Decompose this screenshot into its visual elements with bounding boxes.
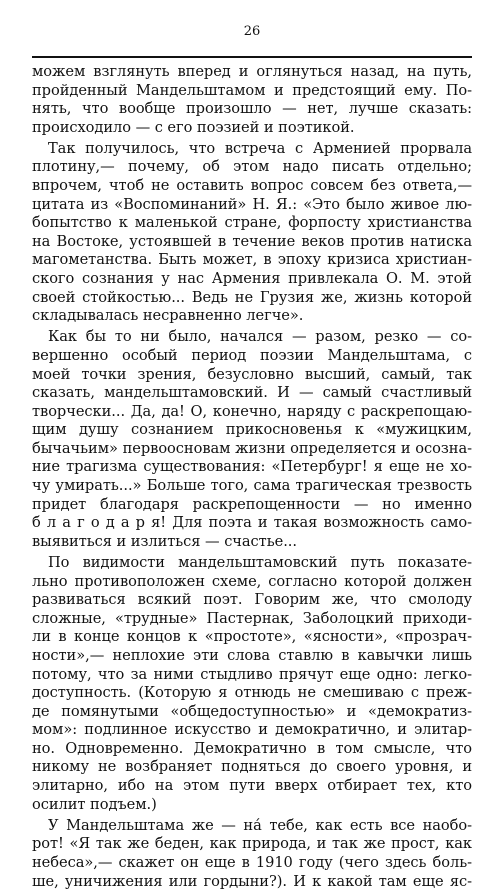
text-line-content: элитарно, ибо на этом пути вверх отбирает тех, кто <box>32 777 472 795</box>
paragraph <box>32 63 472 137</box>
text-line <box>32 158 472 177</box>
text-line-content: нять, что вообще произошло — нет, лучше сказать: <box>32 100 472 118</box>
text-line-content: вершенно особый период поэзии Мандельштама, с <box>32 346 472 364</box>
text-line <box>32 366 472 385</box>
text-line <box>32 384 472 403</box>
body-text <box>32 63 472 894</box>
text-line-content: ние трагизма существования: «Петербург! я еще не хо- <box>32 458 472 476</box>
paragraph <box>32 554 472 814</box>
text-line <box>32 270 472 289</box>
text-line-content: развиваться всякий поэт. Говорим же, что смолоду <box>32 591 472 609</box>
text-line-content: своей стойкостью... Ведь не Грузия же, жизнь которой <box>32 288 472 306</box>
text-line <box>32 777 472 796</box>
text-line-content: выявиться и излиться — счастье... <box>32 532 297 550</box>
text-line <box>32 82 472 101</box>
text-line <box>32 496 472 515</box>
text-line-content: придет благодаря раскрепощенности — но именно <box>32 495 472 513</box>
text-line <box>32 817 472 836</box>
text-line-content: небеса»,— скажет он еще в 1910 году (чего здесь боль- <box>32 853 472 871</box>
text-line-content: пройденный Мандельштамом и предстоящий ему. По- <box>32 81 472 99</box>
text-line-content: доступность. (Которую я отнюдь не смешиваю с преж- <box>32 684 472 702</box>
text-line-content: ского сознания у нас Армения привлекала О. М. этой <box>32 270 472 288</box>
text-line <box>32 233 472 252</box>
text-line-content: плотину,— почему, об этом надо писать отдельно; <box>32 158 472 176</box>
text-line <box>32 554 472 573</box>
text-line <box>32 573 472 592</box>
text-line-content: происходило — с его поэзией и поэтикой. <box>32 118 355 136</box>
text-line <box>32 251 472 270</box>
text-line <box>32 458 472 477</box>
text-line <box>32 873 472 892</box>
text-line <box>32 119 472 138</box>
text-line-content: У Мандельштама же — на́ тебе, как есть все наобо- <box>48 816 472 834</box>
text-line-content: магометанства. Быть может, в эпоху кризиса христиан- <box>32 251 472 269</box>
text-line <box>32 177 472 196</box>
text-line-content: чу умирать...» Больше того, сама трагическая трезвость <box>32 477 472 495</box>
text-line <box>32 347 472 366</box>
text-line-content: де помянутыми «общедоступностью» и «демократиз- <box>32 702 472 720</box>
text-line <box>32 196 472 215</box>
text-line <box>32 421 472 440</box>
text-line-content: никому не возбраняет подняться до своего уровня, и <box>32 758 472 776</box>
text-line-content: бычачьим» первоосновам жизни определяется и осозна- <box>32 439 472 457</box>
text-line-content: осилит подъем.) <box>32 795 157 813</box>
text-line-content: бопытство к маленькой стране, форпосту христианства <box>32 214 472 232</box>
text-line-content: цитата из «Воспоминаний» Н. Я.: «Это было живое лю- <box>32 195 472 213</box>
text-line-content: сказать, мандельштамовский. И — самый счастливый <box>32 384 472 402</box>
text-line-content: ше, уничижения или гордыни?). И к какой там еще яс- <box>32 872 472 890</box>
text-line <box>32 533 472 552</box>
text-line-content: впрочем, чтоб не оставить вопрос совсем без ответа,— <box>32 177 472 195</box>
text-line <box>32 610 472 629</box>
text-line <box>32 63 472 82</box>
text-line <box>32 307 472 326</box>
text-line-content: ности»,— неплохие эти слова ставлю в кавычки лишь <box>32 646 472 664</box>
text-line <box>32 440 472 459</box>
text-line <box>32 703 472 722</box>
text-line <box>32 100 472 119</box>
text-line-content: б л а г о д а р я! Для поэта и такая возможность само- <box>32 514 472 532</box>
text-line <box>32 289 472 308</box>
text-line <box>32 666 472 685</box>
text-line <box>32 591 472 610</box>
text-line-content: мом»: подлинное искусство и демократично, и элитар- <box>32 721 472 739</box>
header-rule <box>32 56 472 58</box>
text-line-content: моей точки зрения, безусловно высший, самый, так <box>32 365 472 383</box>
text-line-content: но. Одновременно. Демократично в том смысле, что <box>32 739 472 757</box>
text-line <box>32 721 472 740</box>
text-line-content: По видимости мандельштамовский путь показате- <box>48 553 472 571</box>
text-line-content: сложные, «трудные» Пастернак, Заболоцкий приходи- <box>32 609 472 627</box>
page-number: 26 <box>243 24 261 39</box>
text-line-content: Так получилось, что встреча с Арменией прорвала <box>48 139 472 157</box>
text-line <box>32 758 472 777</box>
paragraph <box>32 817 472 891</box>
paragraph <box>32 328 472 551</box>
text-line <box>32 214 472 233</box>
text-line-content: потому, что за ними стыдливо прячут еще одно: легко- <box>32 665 472 683</box>
text-line-content: Как бы то ни было, начался — разом, резко — со- <box>48 328 472 346</box>
text-line <box>32 854 472 873</box>
text-line-content: льно противоположен схеме, согласно которой должен <box>32 572 472 590</box>
text-line-content: щим душу сознанием прикосновенья к «мужицким, <box>32 421 472 439</box>
text-line <box>32 628 472 647</box>
text-line <box>32 140 472 159</box>
text-line <box>32 403 472 422</box>
text-line-content: ли в конце концов к «простоте», «ясности», «прозрач- <box>32 628 472 646</box>
text-line <box>32 514 472 533</box>
text-line-content: можем взглянуть вперед и оглянуться назад, на путь, <box>32 63 472 80</box>
text-line <box>32 477 472 496</box>
text-line <box>32 796 472 815</box>
text-line <box>32 684 472 703</box>
text-line <box>32 328 472 347</box>
text-line <box>32 647 472 666</box>
text-line-content: рот! «Я так же беден, как природа, и так же прост, как <box>32 835 472 853</box>
text-line <box>32 740 472 759</box>
text-line-content: творчески... Да, да! О, конечно, наряду с раскрепощаю- <box>32 402 472 420</box>
paragraph <box>32 140 472 326</box>
text-line-content: на Востоке, устоявшей в течение веков против натиска <box>32 232 472 250</box>
text-line <box>32 835 472 854</box>
text-line-content: складывалась несравненно легче». <box>32 307 304 325</box>
